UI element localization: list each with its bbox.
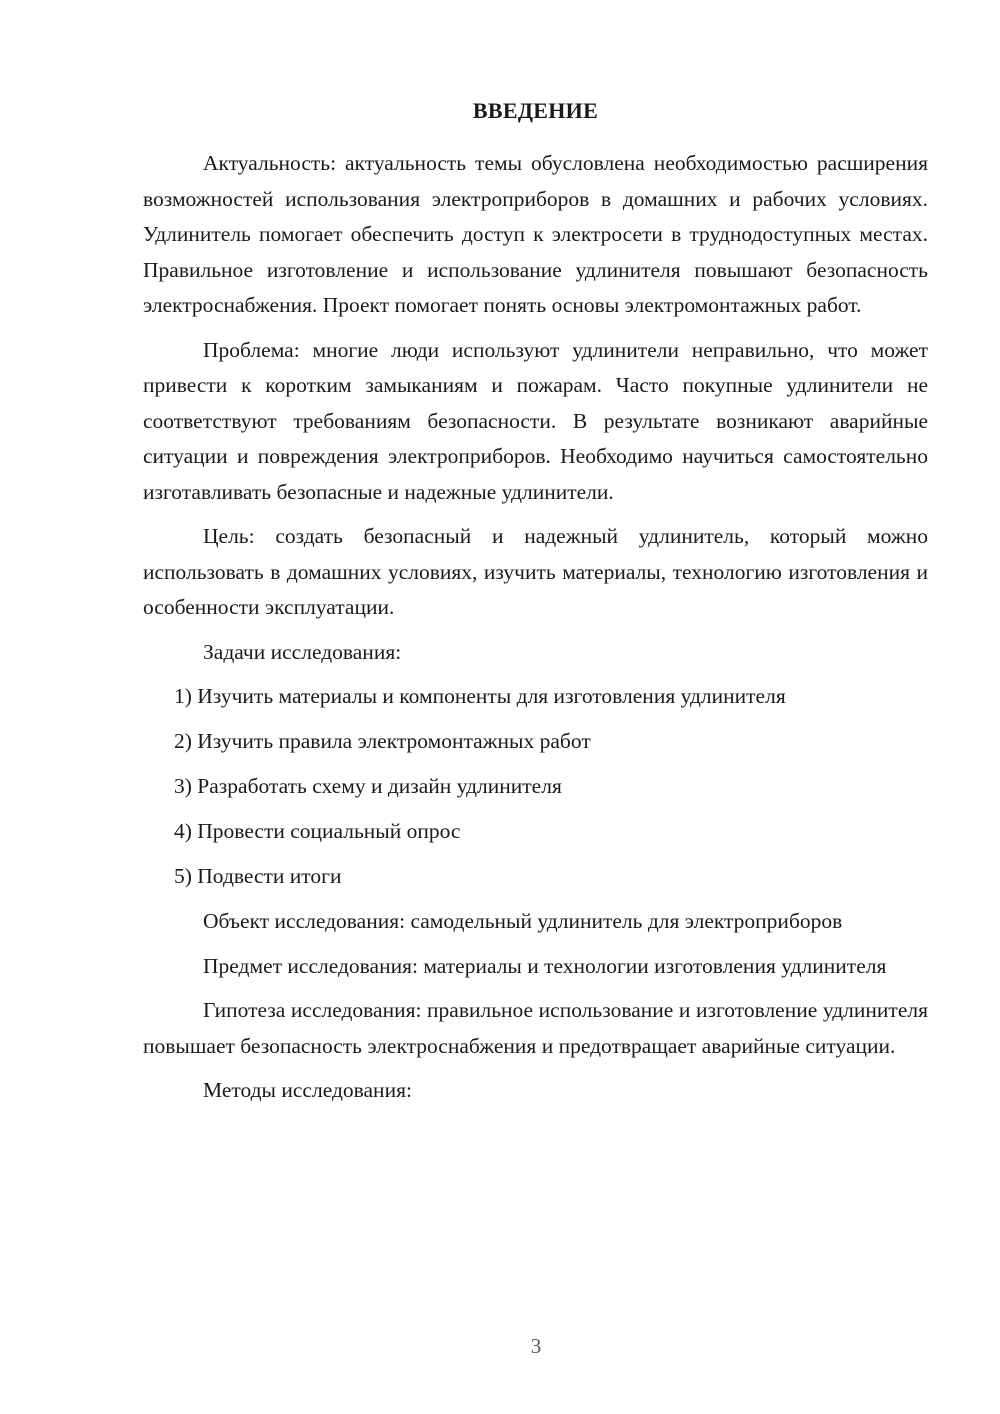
task-item-5: 5) Подвести итоги [174, 864, 342, 888]
task-item-4: 4) Провести социальный опрос [174, 819, 461, 843]
paragraph-object: Объект исследования: самодельный удлинитель для электроприборов [203, 909, 843, 933]
task-item-3: 3) Разработать схему и дизайн удлинителя [174, 774, 562, 798]
paragraph-hypothesis: Гипотеза исследования: правильное использование и изготовление удлинителя повышает безопасность электроснабжения и предотвращает аварийные ситуации. [143, 998, 928, 1058]
section-title: ВВЕДЕНИЕ [472, 98, 599, 123]
paragraph-problem: Проблема: многие люди используют удлинители неправильно, что может привести к коротким замыканиям и пожарам. Часто покупные удлинители не соответствуют требованиям безопасности. В результате возникают аварийные ситуации и повреждения электроприборов. Необходимо научиться самостоятельно изготавливать безопасные и надежные удлинители. [143, 337, 928, 504]
tasks-list [143, 679, 928, 895]
paragraph-relevance: Актуальность: актуальность темы обусловлена необходимостью расширения возможностей использования электроприборов в домашних и рабочих условиях. Удлинитель помогает обеспечить доступ к электросети в труднодоступных местах. Правильное изготовление и использование удлинителя повышают безопасность электроснабжения. Проект помогает понять основы электромонтажных работ. [143, 151, 928, 317]
paragraph-goal: Цель: создать безопасный и надежный удлинитель, который можно использовать в домашних условиях, изучить материалы, технологию изготовления и особенности эксплуатации. [143, 524, 928, 619]
tasks-heading: Задачи исследования: [203, 639, 402, 664]
task-item-1: 1) Изучить материалы и компоненты для изготовления удлинителя [174, 684, 786, 708]
paragraph-subject: Предмет исследования: материалы и технологии изготовления удлинителя [203, 953, 887, 978]
document-page [143, 96, 928, 1118]
methods-heading: Методы исследования: [203, 1078, 412, 1102]
task-item-2: 2) Изучить правила электромонтажных работ [174, 729, 591, 753]
page-number: 3 [530, 1334, 542, 1358]
